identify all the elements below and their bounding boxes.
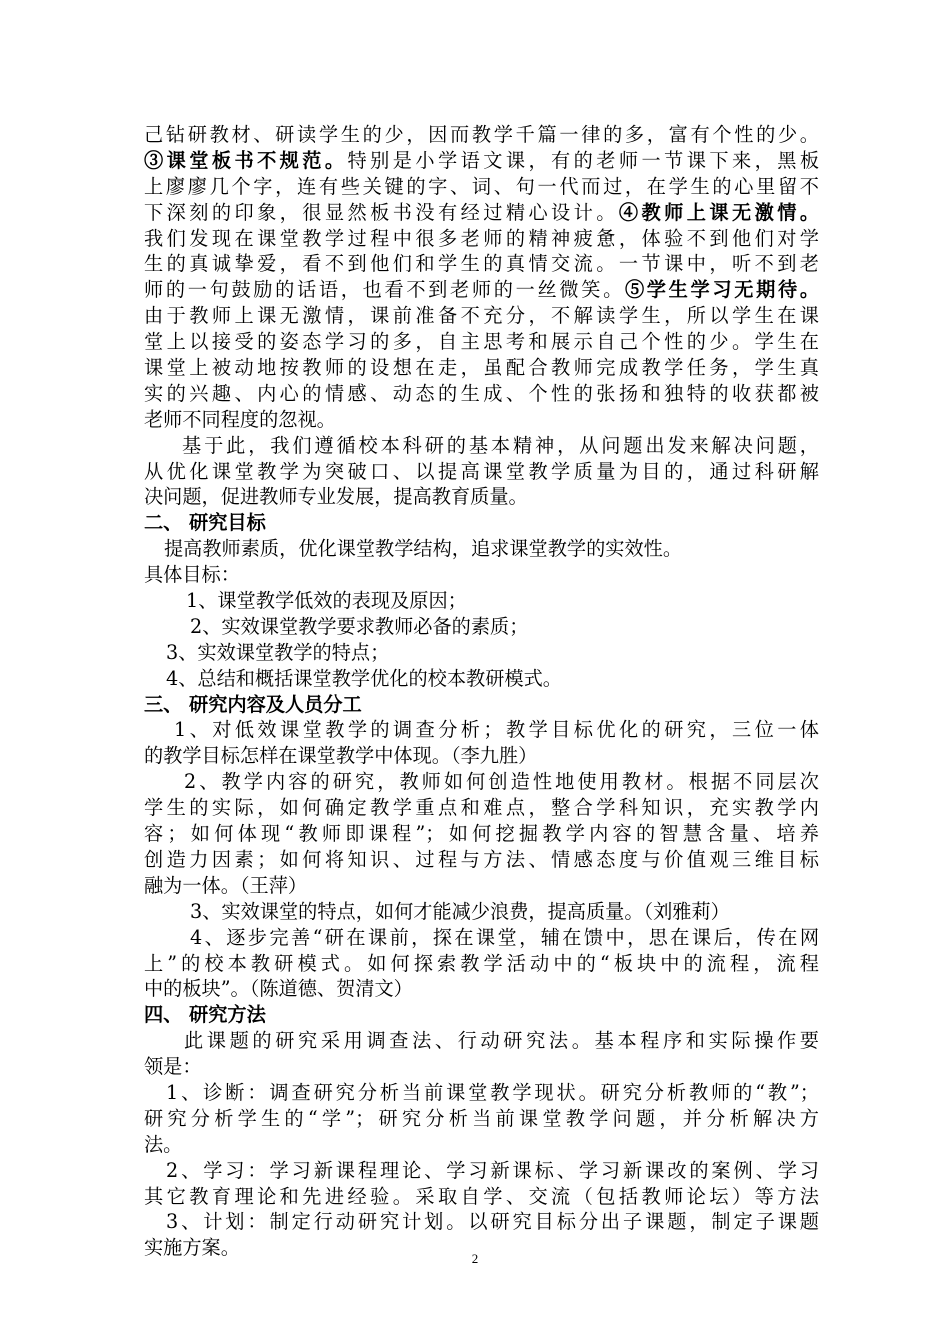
text-line: 3、计划：制定行动研究计划。以研究目标分出子课题，制定子课题 xyxy=(166,1210,819,1234)
page-body xyxy=(144,122,819,1261)
section-heading-2: 二、 研究目标 xyxy=(144,511,266,535)
text-line: 此课题的研究采用调查法、行动研究法。基本程序和实际操作要 xyxy=(184,1029,819,1053)
text-line: 上廖廖几个字，连有些关键的字、词、句一代而过，在学生的心里留不 xyxy=(144,174,819,198)
text-line: 1、诊断：调查研究分析当前课堂教学现状。研究分析教师的“教”； xyxy=(166,1080,819,1104)
text-line: 2、学习：学习新课程理论、学习新课标、学习新课改的案例、学习 xyxy=(166,1158,819,1182)
text-line: 生的真诚挚爱，看不到他们和学生的真情交流。一节课中，听不到老 xyxy=(144,252,819,276)
text-line: 我们发现在课堂教学过程中很多老师的精神疲惫，体验不到他们对学 xyxy=(144,226,819,250)
text-line: 1、对低效课堂教学的调查分析；教学目标优化的研究，三位一体 xyxy=(174,718,819,742)
text-line: 创造力因素；如何将知识、过程与方法、情感态度与价值观三维目标 xyxy=(144,847,819,871)
text-line: 容；如何体现“教师即课程”；如何挖掘教学内容的智慧含量、培养 xyxy=(144,822,819,846)
section-heading-4: 四、 研究方法 xyxy=(144,1003,266,1027)
text-line: 具体目标： xyxy=(144,563,240,587)
text-line: 法。 xyxy=(144,1132,183,1156)
text-line: 实施方案。 xyxy=(144,1236,240,1260)
text-line: 己钻研教材、研读学生的少，因而教学千篇一律的多，富有个性的少。 xyxy=(144,123,819,146)
list-item: 1、课堂教学低效的表现及原因； xyxy=(186,589,467,613)
text-line: 领是： xyxy=(144,1055,202,1079)
page-number: 2 xyxy=(471,1251,479,1266)
section-heading-3: 三、 研究内容及人员分工 xyxy=(144,692,362,716)
text-line: 2、教学内容的研究，教师如何创造性地使用教材。根据不同层次 xyxy=(184,770,819,794)
text-line: 堂上以接受的姿态学习的多，自主思考和展示自己个性的少。学生在 xyxy=(144,330,819,354)
text-line: 师的一句鼓励的话语，也看不到老师的一丝微笑。⑤学生学习无期待。 xyxy=(144,278,820,302)
text-line: 中的板块”。（陈道德、贺清文） xyxy=(144,977,413,1001)
text-line: 研究分析学生的“学”；研究分析当前课堂教学问题，并分析解决方 xyxy=(144,1106,819,1130)
text-line: 决问题，促进教师专业发展，提高教育质量。 xyxy=(144,485,528,509)
text-line: 3、实效课堂的特点，如何才能减少浪费，提高质量。（刘雅莉） xyxy=(190,899,730,923)
text-line: 实的兴趣、内心的情感、动态的生成、个性的张扬和独特的收获都被 xyxy=(144,381,819,405)
text-line: 下深刻的印象，很显然板书没有经过精心设计。④教师上课无激情。 xyxy=(144,200,820,224)
text-line: 老师不同程度的忽视。 xyxy=(144,407,336,431)
text-line: 基于此，我们遵循校本科研的基本精神，从问题出发来解决问题， xyxy=(182,433,819,457)
text-line: 学生的实际，如何确定教学重点和难点，整合学科知识，充实教学内 xyxy=(144,796,819,820)
text-line: 融为一体。（王萍） xyxy=(144,873,308,897)
text-line: 由于教师上课无激情，课前准备不充分，不解读学生，所以学生在课 xyxy=(144,304,819,328)
bold-point-3: ③课堂板书不规范。 xyxy=(144,148,348,172)
text-line: 提高教师素质，优化课堂教学结构，追求课堂教学的实效性。 xyxy=(164,537,683,561)
text-line: ③课堂板书不规范。特别是小学语文课，有的老师一节课下来，黑板 xyxy=(144,148,820,172)
text-line: 4、逐步完善“研在课前，探在课堂，辅在馈中，思在课后，传在网 xyxy=(190,925,819,949)
bold-point-4: ④教师上课无激情。 xyxy=(618,200,820,224)
bold-point-5: ⑤学生学习无期待。 xyxy=(624,278,820,302)
text-line: 从优化课堂教学为突破口、以提高课堂教学质量为目的，通过科研解 xyxy=(144,459,819,483)
text-line: 上”的校本教研模式。如何探索教学活动中的“板块中的流程，流程 xyxy=(144,951,819,975)
text-line: 的教学目标怎样在课堂教学中体现。（李九胜） xyxy=(144,744,538,768)
list-item: 2、实效课堂教学要求教师必备的素质； xyxy=(190,614,529,638)
list-item: 4、总结和概括课堂教学优化的校本教研模式。 xyxy=(166,666,562,690)
text-line: 课堂上被动地按教师的设想在走，虽配合教师完成教学任务，学生真 xyxy=(144,356,819,380)
list-item: 3、实效课堂教学的特点； xyxy=(166,640,390,664)
text-line: 其它教育理论和先进经验。采取自学、交流（包括教师论坛）等方法 xyxy=(144,1184,819,1208)
